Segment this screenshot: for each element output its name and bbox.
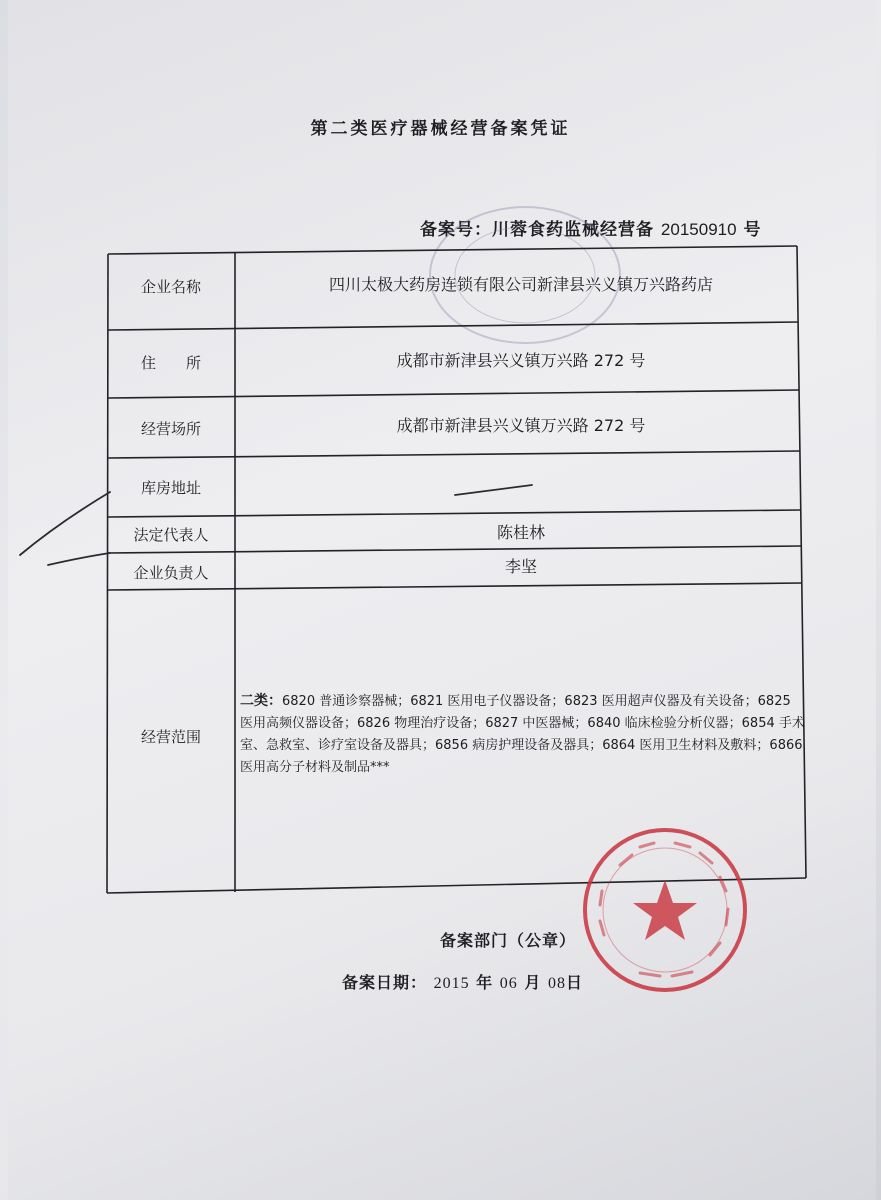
document-title: 第二类医疗器械经营备案凭证	[310, 119, 571, 139]
value-legal-representative: 陈桂林	[496, 523, 545, 542]
value-address: 成都市新津县兴义镇万兴路 272 号	[396, 351, 646, 370]
label-person-in-charge: 企业负责人	[133, 564, 209, 582]
label-business-premises: 经营场所	[140, 420, 201, 438]
business-scope-text	[240, 690, 805, 779]
record-number: 20150910	[660, 220, 737, 239]
label-warehouse-address: 库房地址	[140, 479, 201, 497]
filing-department: 备案部门（公章）	[440, 931, 577, 950]
scope-category: 二类：	[240, 693, 282, 709]
label-business-scope: 经营范围	[140, 728, 201, 746]
date-day: 08	[547, 975, 566, 992]
date-year: 2015	[433, 975, 470, 992]
date-month-unit: 月	[524, 973, 542, 992]
value-person-in-charge: 李坚	[504, 557, 537, 576]
label-legal-representative: 法定代表人	[133, 526, 209, 544]
date-label: 备案日期：	[342, 973, 428, 992]
official-seal-icon	[580, 825, 750, 995]
record-text: 川蓉食药监械经营备	[492, 220, 654, 240]
date-year-unit: 年	[476, 973, 494, 992]
value-company-name: 四川太极大药房连锁有限公司新津县兴义镇万兴路药店	[328, 275, 713, 294]
filing-date	[342, 970, 583, 993]
date-month: 06	[499, 975, 518, 992]
record-suffix: 号	[743, 220, 762, 240]
record-label: 备案号：	[420, 220, 492, 240]
label-address: 住 所	[140, 354, 201, 372]
scope-items: 6820 普通诊察器械；6821 医用电子仪器设备；6823 医用超声仪器及有关设备；6825 医用高频仪器设备；6826 物理治疗设备；6827 中医器械；6840 临床检验分析仪器；6854 手术室、急救室、诊疗室设备及器具；6856 病房护理设备及器具；6864 医用卫生材料及敷料；6866 医用高分子材料及制品***	[240, 694, 805, 775]
date-day-unit: 日	[565, 973, 583, 992]
label-company-name: 企业名称	[140, 278, 201, 296]
value-business-premises: 成都市新津县兴义镇万兴路 272 号	[396, 416, 646, 435]
